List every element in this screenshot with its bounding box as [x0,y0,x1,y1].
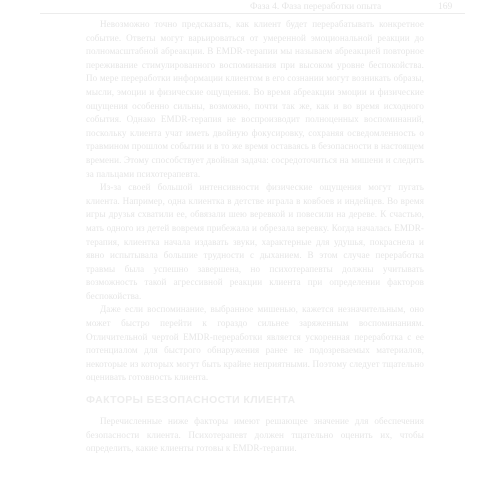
section-heading: ФАКТОРЫ БЕЗОПАСНОСТИ КЛИЕНТА [86,394,296,407]
page-number: 169 [438,2,453,12]
body-text [86,18,424,456]
running-title: Фаза 4. Фаза переработки опыта [250,2,382,12]
paragraph-1: Невозможно точно предсказать, как клиент будет перерабатывать конкретное событие. Ответы могут варьироваться от умеренной эмоциональной реакции до полномасштабной абреакции. В EMDR-терапии мы называем абреакцией повторное переживание стимулированного воспоминания при высоком уровне беспокойства. По мере переработки информации клиентом в его сознании могут возникать образы, мысли, эмоции и физические ощущения. Во время абреакции эмоции и физические ощущения особенно сильны, возможно, почти так же, как и во время исходного события. Однако EMDR-терапия не воспроизводит полноценных воспоминаний, поскольку клиента учат иметь двойную фокусировку, сохраняя осведомленность о травмином прошлом событии и в то же время оставаясь в безопасности в настоящем времени. Этому способствует двойная задача: сосредоточиться на мишени и следить за пальцами психотерапевта. [86,19,424,179]
paragraph-2: Из-за своей большой интенсивности физические ощущения могут пугать клиента. Например, одна клиентка в детстве играла в ковбоев и индейцев. Во время игры друзья схватили ее, обвязали шею веревкой и повесили на дереве. К счастью, мать одного из детей вовремя прибежала и обрезала веревку. Когда началась EMDR-терапия, клиентка начала издавать звуки, характерные для удушья, покраснела и явно испытывала большие трудности с дыханием. В этом случае переработка травмы была успешно завершена, но психотерапевты должны учитывать возможность такой агрессивной реакции клиента при определении факторов беспокойства. [86,182,424,301]
paragraph-4: Перечисленные ниже факторы имеют решающее значение для обеспечения безопасности клиента. Психотерапевт должен тщательно оценить их, чтобы определить, какие клиенты готовы к EMDR-терапии. [86,416,424,454]
header-rule [40,13,465,14]
paragraph-3: Даже если воспоминание, выбранное мишенью, кажется незначительным, оно может быстро перейти к гораздо сильнее заряженным воспоминаниям. Отличительной чертой EMDR-переработки является ускоренная переработка с ее потенциалом для быстрого обнаружения ранее не подозреваемых материалов, некоторые из которых могут быть крайне неприятными. Поэтому следует тщательно оценивать готовность клиента. [86,304,424,383]
